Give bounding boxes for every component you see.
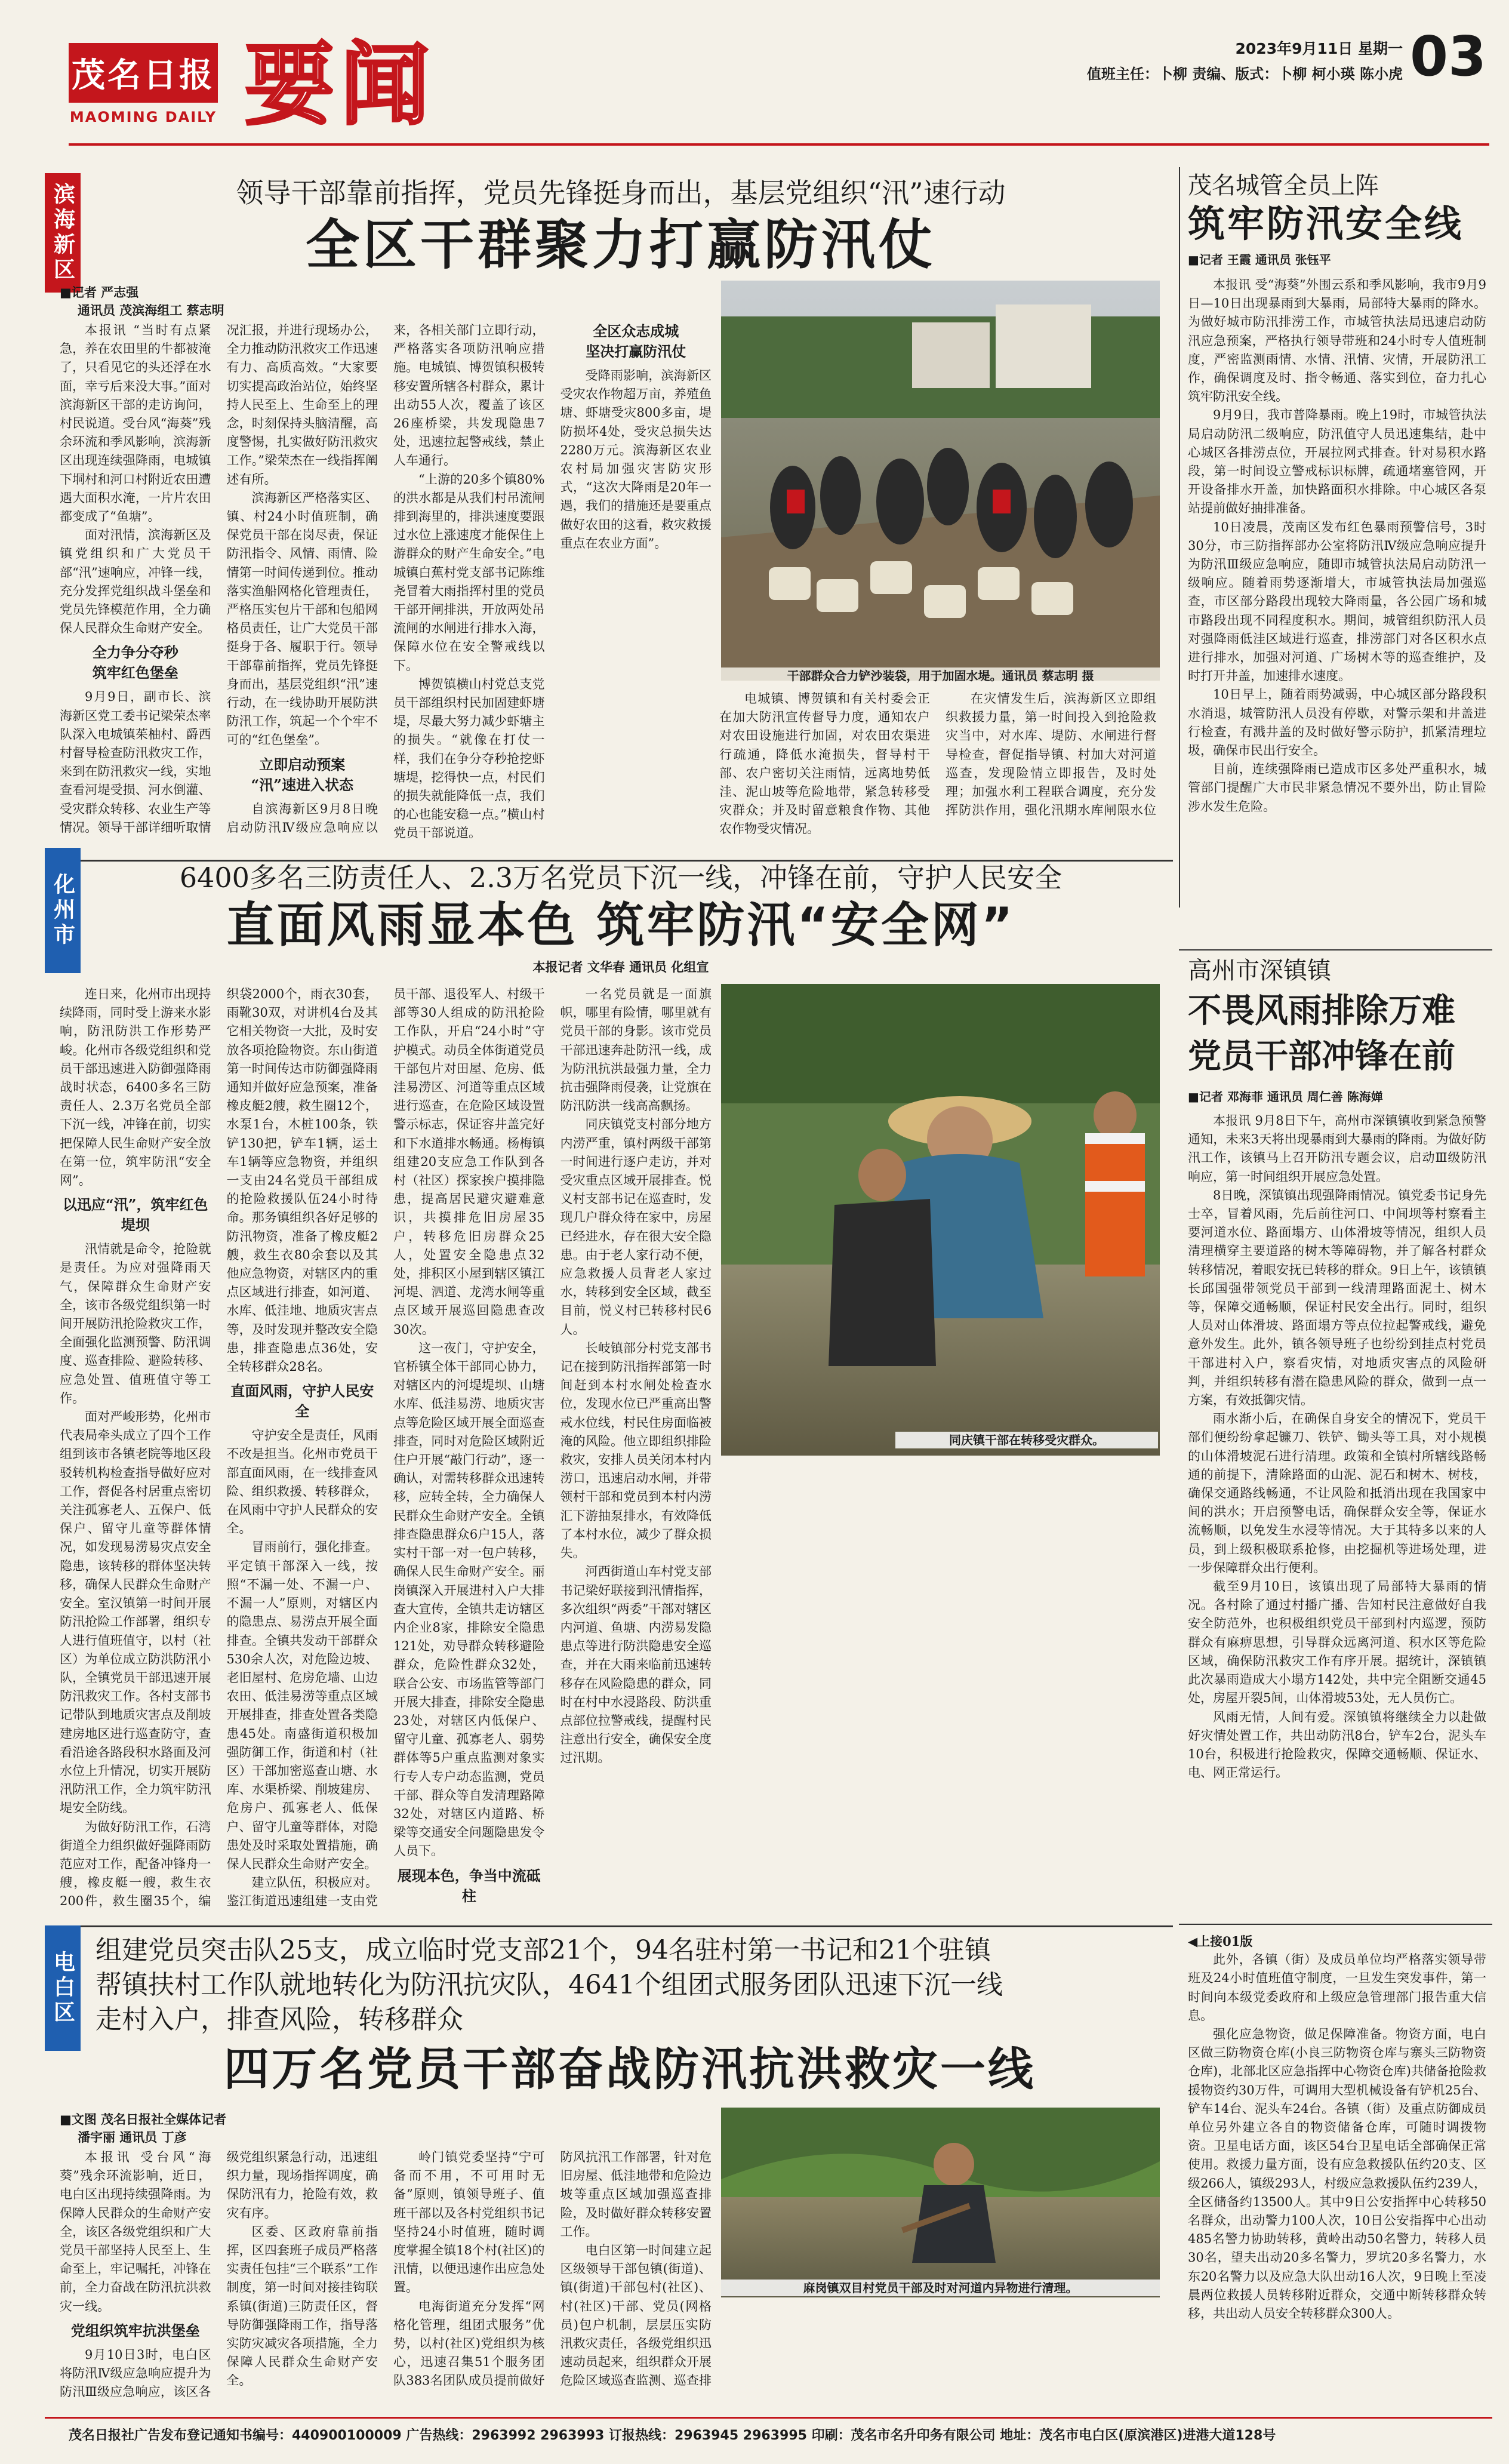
paragraph: 面对严峻形势，化州市代表局牵头成立了四个工作组到该市各镇老院等地区段驳转机构检查指导做好应对工作，督促各村居重点密切关注孤寡老人、五保户、低保户、留守儿童等群体情况，如发现易涝易灾点安全隐患，该转移的群体坚决转移，确保人民群众生命财产安全。室汉镇第一时间开展防汛抢险工作部署，组织专人进行值班值守，以村（社区）为单位成立防洪防汛小队，全镇党员干部迅速开展防汛救灾工作。各村支部书记带队到地质灾害点及削坡建房地区进行巡查防守，查看沿途各路段积水路面及河水位上升情况，切实开展防汛防汛工作，全力筑牢防汛堤安全防线。 bbox=[60, 1410, 211, 1816]
paragraph: 目前，连续强降雨已造成市区多处严重积水，城管部门提醒广大市民非紧急情况不要外出，防止冒险涉水发生危险。 bbox=[1188, 762, 1486, 814]
maoming-city-kicker: 茂名城管全员上阵 bbox=[1188, 172, 1379, 199]
masthead bbox=[0, 0, 1509, 149]
gaozhou-headline-line2: 党员干部冲锋在前 bbox=[1188, 1037, 1455, 1076]
paragraph: 滨海新区严格落实区、镇、村24小时值班制，确保党员干部在岗尽责，保证防汛指令、风情、雨情、险情第一时间传递到位。推动落实渔船网格化管理责任，严格压实包片干部和包船网格员责任，让广大党员干部挺身于各、履职于行。领导干部靠前指挥，党员先锋挺身而出，基层党组织“汛”速行动，在一线协助开展防洪防汛工作，筑起一个个牢不可的“红色堡垒”。 bbox=[226, 490, 378, 747]
paragraph: 汛情就是命令，抢险就是责任。为应对强降雨天气，保障群众生命财产安全，该市各级党组织第一时间开展防汛抢险救灾工作，全面强化监测预警、防汛调度、巡查排险、避险转移、应急处置、值班值守等工作。 bbox=[60, 1242, 211, 1405]
paragraph: 区委、区政府靠前指挥，区四套班子成员严格落实责任包挂“三个联系”工作制度，第一时间对接挂钩联系镇(街道)三防责任区，督导防御强降雨工作，指导落实防灾减灾各项措施，全力保障人民群众生命财产安全。 bbox=[226, 2224, 378, 2388]
dianbai-byline-line2: 潘宇丽 通讯员 丁彦 bbox=[78, 2130, 187, 2145]
logo-english: MAOMING DAILY bbox=[69, 109, 217, 125]
paragraph: 河西街道山车村党支部书记梁好联接到汛情指挥，多次组织“两委”干部对辖区内河道、鱼塘、内涝易发隐患点等进行防洪隐患安全巡查，并在大雨来临前迅速转移存在风险隐患的群众，同时在村中水浸路段、防洪重点部位拉警戒线，提醒村民注意出行安全，确保安全度过汛期。 bbox=[560, 1564, 712, 1765]
dianbai-photo-art bbox=[721, 2108, 1160, 2297]
paragraph: 建立队伍，积极应对。鉴江街道迅速组建一支由党员干部、退役军人、村级干部等30人组成的防汛抢险工作队，开启“24小时”守护模式。动员全体街道党员干部包片对田屋、危房、低洼易涝区、河道等重点区域进行巡查，在危险区域设置警示标志，保证容井盖完好和下水道排水畅通。杨梅镇组建20支应急工作队到各村（社区）探家挨户摸排隐患，提高居民避灾避难意识，共摸排危旧房屋35户，转移危旧房群众25人，处置安全隐患点32处，排积区小屋到辖区镇江河堤、泗道、龙湾水闸等重点区域开展巡回隐患查改30次。 bbox=[226, 987, 545, 1909]
gaozhou-byline: ■记者 邓海菲 通讯员 周仁善 陈海婵 bbox=[1188, 1090, 1383, 1104]
logo-text: 茂名日报 bbox=[72, 56, 215, 95]
gaozhou-article-body bbox=[1188, 1112, 1486, 1912]
maoming-city-article-body bbox=[1188, 276, 1486, 915]
paragraph: 9月9日，副市长、滨海新区党工委书记梁荣杰率队深入电城镇茱柚村、爵西村督导检查防汛救灾工作，来到在防汛救灾一线，实地查看河堤受损、河水倒灌、受灾群众转移、农业生产等情况。领导干部详细听取情况汇报，并进行现场办公，全力推动防汛救灾工作迅速有力、高质高效。“大家要切实提高政治站位，始终坚持人民至上、生命至上的理念，时刻保持头脑清醒，高度警惕，扎实做好防汛救灾工作。”梁荣杰在一线指挥阐述有所。 bbox=[60, 323, 378, 835]
paragraph: 截至9月10日，该镇出现了局部特大暴雨的情况。各村除了通过村播广播、告知村民注意做好自我安全防范外，也积极组织党员干部到村内巡逻，预防群众有麻痹思想，引导群众远离河道、积水区等危险区域，确保防汛救灾工作有序开展。据统计，深镇镇此次暴雨造成大小塌方142处，共中完全阻断交通45处，房屋开裂5间，山体滑坡53处，无人员伤亡。 bbox=[1188, 1579, 1486, 1706]
paragraph: 8日晚，深镇镇出现强降雨情况。镇党委书记身先士卒，冒着风雨，先后前往河口、中间坝等村察看主要河道水位、路面塌方、山体滑坡等情况，组织人员清理横穿主要道路的树木等障碍物，并了解各村群众转移情况，着眼安抚已转移的群众。9日上午，该镇镇长邱国强带领党员干部到一线清理路面泥土、树木等，保障交通畅顺，保证村民安全出行。同时，组织人员对山体滑坡、路面塌方等点位拉起警戒线，避免意外发生。此外，镇各领导班子也纷纷到挂点村党员干部进村入户，察看灾情，对地质灾害点的风险研判，并组织转移有潜在隐患风险的群众，做到一点一方案，有效抵御灾情。 bbox=[1188, 1188, 1486, 1408]
subheading: 展现本色，争当中流砥柱 bbox=[397, 1866, 541, 1905]
dianbai-article-continued bbox=[719, 2300, 1156, 2405]
paragraph: 受降雨影响，滨海新区受灾农作物超万亩，养殖鱼塘、虾塘受灾800多亩，堤防损坏4处，受灾总损失达2280万元。滨海新区农业农村局加强灾害防灾形式，“这次大降雨是20年一遇，我们的措施还是要重点做好农田的这看，救灾救援重点在农业方面”。 bbox=[560, 368, 712, 550]
huazhou-article-continued bbox=[719, 1463, 1156, 1922]
section-title: 要闻 bbox=[245, 33, 436, 137]
gaozhou-kicker: 高州市深镇镇 bbox=[1188, 957, 1331, 985]
paragraph: 冒雨前行，强化排查。平定镇干部深入一线，按照“不漏一处、不漏一户、不漏一人”原则，对辖区内的隐患点、易涝点开展全面排查。全镇共发动干部群众530余人次，对危险边坡、老旧屋村、危房危墙、山边农田、低洼易涝等重点区域开展排查，排查处置各类隐患45处。南盛街道积极加强防御工作，街道和村（社区）干部加密巡查山塘、水库、水渠桥梁、削坡建房、危房户、孤寡老人、低保户、留守儿童等群体，对隐患处及时采取处置措施，确保人民群众生命财产安全。 bbox=[226, 1540, 378, 1871]
editors-line: 值班主任：卜柳 责编、版式：卜柳 柯小瑛 陈小虎 bbox=[1086, 66, 1403, 82]
huazhou-kicker: 6400多名三防责任人、2.3万名党员下沉一线，冲锋在前，守护人民安全 bbox=[179, 862, 1063, 894]
continued-divider-top bbox=[1179, 1924, 1492, 1925]
paragraph: 为做好防汛工作，石湾街道全力组织做好强降雨防范应对工作，配备冲锋舟一艘，橡皮艇一艘，救生衣200件，救生圈35个，编织袋2000个，雨衣30套，雨靴30双，对讲机4台及其它相关物资一大批，及时安放各项抢险物资。东山街道第一时间传达市防御强降雨通知并做好应急预案，准备橡皮艇2艘，救生圈12个，水泵1台，木桩100条，铁铲130把，铲车1辆，运土车1辆等应急物资，并组织一支由24名党员干部组成的抢险救援队伍24小时待命。那务镇组织各好足够的防汛物资，准备了橡皮艇2艘，救生衣80余套以及其他应急物资，对辖区内的重点区域进行排查，如河道、水库、低洼地、地质灾害点等，及时发现并整改安全隐患，排查隐患点36处，安全转移群众28名。 bbox=[60, 987, 378, 1909]
subheading: 全力争分夺秒 筑牢红色堡垒 bbox=[92, 644, 178, 682]
binhai-article-body bbox=[60, 321, 712, 856]
paragraph: 这一夜门，守护安全，官桥镇全体干部同心协力，对辖区内的河堤堤坝、山塘水库、低洼易涝、地质灾害点等危险区域开展全面巡查排查，同时对危险区域附近住户开展“敲门行动”，逐一确认，对需转移群众迅速转移，应转全转，全力确保人民群众生命财产安全。全镇排查隐患群众6户15人，落实村干部一对一包户转移，确保人民生命财产安全。丽岗镇深入开展进村入户大排查大宣传，全镇共走访辖区内企业8家，排除安全隐患121处，劝导群众转移避险群众，危险性群众32处，联合公安、市场监管等部门开展大排查，排除安全隐患23处，对辖区内低保户、留守儿童、孤寡老人、弱势群体等5户重点监测对象实行专人专户动态监测，党员干部、群众等自发清理路障32处，对辖区内道路、桥梁等交通安全问题隐患发令人员下。 bbox=[393, 1340, 545, 1859]
subheading: 党组织筑牢抗洪堡垒 bbox=[70, 2321, 200, 2339]
paragraph: 守护安全是责任，风雨不改是担当。化州市党员干部直面风雨，在一线排查风险、组织救援、转移群众，在风雨中守护人民群众的安全。 bbox=[226, 1428, 378, 1536]
paragraph: 自滨海新区9月8日晚启动防汛Ⅳ级应急响应以来，各相关部门立即行动，严格落实各项防汛响应措施。电城镇、博贺镇积极转移安置所辖各村群众，累计出动55人次，覆盖了该区26座桥梁，共发现隐患7处，迅速拉起警戒线，禁止人车通行。 bbox=[226, 323, 545, 835]
huazhou-headline: 直面风雨显本色 筑牢防汛“安全网” bbox=[226, 897, 1015, 953]
paragraph: 电海街道充分发挥“网格化管理，组团式服务”优势，以村(社区)党组织为核心，迅速召集51个服务团队383名团队成员提前做好防风抗汛工作部署，针对危旧房屋、低洼地带和危险边坡等重点区域加强巡查排险，及时做好群众转移安置工作。 bbox=[393, 2150, 712, 2388]
continued-article-body bbox=[1188, 1932, 1486, 2404]
paragraph: 雨水渐小后，在确保自身安全的情况下，党员干部们便纷纷拿起镰刀、铁铲、锄头等工具，对小规模的山体滑坡泥石进行清理。政策和全镇村所辖线路畅通的前提下，清除路面的山泥、泥石和树木、树枝，确保交通路线畅通，不让风险和抵消出现在我国家中间的洪水；开启预警电话，确保群众安全等，保证水流畅顺，以免发生水浸等情况。大于其特多以来的人员，到上级积极联系抢修，由挖掘机等进场处理，进一步保障群众出行便利。 bbox=[1188, 1411, 1486, 1575]
subheading: 直面风雨，守护人民安全 bbox=[230, 1382, 374, 1420]
dianbai-section-tag: 电白区 bbox=[45, 1925, 81, 2051]
dianbai-headline: 四万名党员干部奋战防汛抗洪救灾一线 bbox=[224, 2042, 1036, 2096]
dianbai-kicker-line1: 组建党员突击队25支，成立临时党支部21个，94名驻村第一书记和21个驻镇 bbox=[96, 1935, 991, 1965]
footer-divider bbox=[45, 2417, 1492, 2419]
logo-block bbox=[69, 43, 218, 103]
huazhou-byline: 本报记者 文华春 通讯员 化组宣 bbox=[532, 960, 709, 974]
paragraph: 同庆镇党支村部分地方内涝严重，镇村两级干部第一时间进行逐户走访，并对受灾重点区域开展排查。悦义村支部书记在巡查时，发现几户群众待在家中，房屋已经进水，存在很大安全隐患。由于老人家行动不便，应急救援人员背老人家过水，转移到安全区域，截至目前，悦义村已转移村民6人。 bbox=[560, 1117, 712, 1337]
binhai-byline bbox=[60, 284, 257, 319]
huazhou-photo-art bbox=[721, 984, 1160, 1456]
paragraph: 本报讯 受“海葵”外围云系和季风影响，我市9月9日—10日出现暴雨到大暴雨，局部特大暴雨的降水。为做好城市防汛排涝工作，市城管执法局迅速启动防汛应急预案，严格执行领导带班和24小时专人值班制度，严密监测雨情、水情、汛情、灾情，开展防汛工作，确保调度及时、指令畅通、落实到位，奋力扎心筑牢防汛安全线。 bbox=[1188, 278, 1486, 404]
binhai-byline-correspondent: 通讯员 茂滨海组工 蔡志明 bbox=[78, 303, 224, 318]
subheading: 以迅应“汛”，筑牢红色堤坝 bbox=[62, 1196, 208, 1234]
dianbai-river-photo bbox=[721, 2108, 1160, 2297]
paragraph: 一名党员就是一面旗帜，哪里有险情，哪里就有党员干部的身影。该市党员干部迅速奔赴防汛一线，成为防汛抗洪最强力量，全力抗击强降雨侵袭，让党旗在防汛防洪一线高高飘扬。 bbox=[560, 987, 712, 1113]
gaozhou-headline-line1: 不畏风雨排除万难 bbox=[1188, 992, 1455, 1030]
gaozhou-divider-top bbox=[1179, 949, 1492, 950]
binhai-kicker: 领导干部靠前指挥，党员先锋挺身而出，基层党组织“汛”速行动 bbox=[236, 177, 1006, 209]
section-divider-2 bbox=[45, 1925, 1173, 1927]
paragraph: 此外，各镇（街）及成员单位均严格落实领导带班及24小时值班值守制度，一旦发生突发事件，第一时间向本级党委政府和上级应急管理部门报告重大信息。 bbox=[1188, 1952, 1486, 2023]
binhai-section-tag: 滨海新区 bbox=[45, 173, 81, 293]
continued-lead: ◀上接01版 bbox=[1188, 1934, 1253, 1949]
dianbai-byline-line1: ■文图 茂名日报社全媒体记者 bbox=[60, 2112, 227, 2127]
paragraph: 本报讯 9月8日下午，高州市深镇镇收到紧急预警通知，未来3天将出现暴雨到大暴雨的降雨。为做好防汛工作，该镇马上召开防汛专题会议，启动Ⅲ级防汛响应，第一时间组织开展应急处置。 bbox=[1188, 1113, 1486, 1184]
continued-paragraphs bbox=[1188, 1951, 1486, 2323]
paragraph: 电城镇、博贺镇和有关村委会正在加大防汛宣传督导力度，通知农户对农田设施进行加固，对农田农渠进行疏通，降低水淹损失，督导村干部、农户密切关注雨情，远离地势低洼、泥山坡等危险地带，紧急转移受灾群众；并及时留意粮食作物、其他农作物受灾情况。 bbox=[719, 691, 930, 836]
paragraph: 强化应急物资，做足保障准备。物资方面，电白区做三防物资仓库(小良三防物资仓库与寨头三防物资仓库)，北部北区应急指挥中心物资仓库)共储备抢险救援物资约30万件，可调用大型机械设备有铲机25台、铲车14台、泥头车24台。各镇（街）及重点防御成员单位另外建立各自的物资储备仓库，可随时调拨物资。卫星电话方面，该区54台卫星电话全部确保正常使用。救援力量方面，设有应急救援队伍约20支、区级266人，镇级293人，村级应急救援队伍约239人，全区储备约13500人。其中9日公安指挥中心转移50名群众，出动警力100人次，10日公安指挥中心出动485名警力协助转移，黄岭出动50名警力，转移人员30名，望夫出动20多名警力，罗坑20多名警力，水东20名警力以及应急大队出动16人次，9日晚上至凌晨两位救援人员转移附近群众，交通中断转移群众转移，共出动人员安全转移群众300人。 bbox=[1188, 2027, 1486, 2321]
dianbai-kicker-line3: 走村入户，排查风险，转移群众 bbox=[96, 2004, 463, 2035]
paragraph: 电白区第一时间建立起区级领导干部包镇(街道)、镇(街道)干部包村(社区)、村(社区)干部、党员(网格员)包户机制，层层压实防汛救灾责任，各级党组织迅速动员起来，组织群众开展危险区域巡查监测、巡查排 bbox=[560, 2243, 712, 2388]
masthead-divider bbox=[69, 143, 1489, 146]
date-line: 2023年9月11日 星期一 bbox=[1235, 40, 1403, 57]
paragraph: 10日早上，随着雨势减弱，中心城区部分路段积水消退，城管防汛人员没有停歇，对警示架和井盖进行检查，有溅井盖的及时做好警示防护，抓紧清理垃圾，确保市民出行安全。 bbox=[1188, 687, 1486, 758]
binhai-byline-reporter: ■记者 严志强 bbox=[60, 285, 139, 300]
paragraph: 长岐镇部分村党支部书记在接到防汛指挥部第一时间赶到本村水闸处检查水位，发现水位已严重高出警戒水位线，村民住房面临被淹的风险。他立即组织排险救灾，安排人员关闭本村内涝口，迅速启动水闸，并带领村干部和党员到本村内涝汇下游抽泵排水，有效降低了本村水位，减少了群众损失。 bbox=[560, 1340, 712, 1561]
right-column-divider-top bbox=[1179, 167, 1180, 908]
paragraph: 9月9日，我市普降暴雨。晚上19时，市城管执法局启动防汛二级响应，防汛值守人员迅速集结，赴中心城区各排涝点位，开展拉网式排查。针对易积水路段，第一时间设立警戒标识标牌，疏通堵塞管网，开开设备排水开盖，加快路面积水排除。中心城区各泵站提前做好抽排准备。 bbox=[1188, 408, 1486, 516]
subheading: 全区众志成城 坚决打赢防汛仗 bbox=[586, 322, 686, 360]
paragraph: 在灾情发生后，滨海新区立即组织救援力量，第一时间投入到抢险救灾当中，对水库、堤防、水闸进行督导检查，督促指导镇、村加大对河道巡查，发现险情立即报告，及时处理；加强水利工程联合调度，充分发挥防洪作用，强化汛期水库闸限水位 bbox=[946, 691, 1156, 818]
paragraph: 本报讯 受台风“海葵”残余环流影响，近日，电白区出现持续强降雨。为保障人民群众的生命财产安全，该区各级党组织和广大党员干部坚持人民至上、生命至上，牢记嘱托，冲锋在前，全力奋战在防汛抗洪救灾一线。 bbox=[60, 2150, 211, 2314]
binhai-photo-caption: 干部群众合力铲沙装袋，用于加固水堤。通讯员 蔡志明 摄 bbox=[721, 667, 1160, 684]
paragraph: 面对汛情，滨海新区及镇党组织和广大党员干部“汛”速响应，冲锋一线，充分发挥党组织战斗堡垒和党员先锋模范作用，全力确保人民群众生命财产安全。 bbox=[60, 528, 211, 636]
paragraph: 连日来，化州市出现持续降雨，同时受上游来水影响，防汛防洪工作形势严峻。化州市各级党组织和党员干部迅速进入防御强降雨战时状态，6400多名三防责任人、2.3万名党员全部下沉一线，冲锋在前，切实把保障人民生命财产安全放在第一位，筑牢防汛“安全网”。 bbox=[60, 987, 211, 1188]
maoming-city-headline: 筑牢防汛安全线 bbox=[1188, 202, 1464, 245]
dianbai-kicker-line2: 帮镇扶村工作队就地转化为防汛抗灾队，4641个组团式服务团队迅速下沉一线 bbox=[96, 1970, 1003, 2000]
huazhou-photo-caption: 同庆镇干部在转移受灾群众。 bbox=[895, 1432, 1158, 1448]
paragraph: 9月10日3时，电白区将防汛Ⅳ级应急响应提升为防汛Ⅲ级应急响应，该区各级党组织紧急行动，迅速组织力量，现场指挥调度，确保防汛有力，抢险有效，救灾有序。 bbox=[60, 2150, 378, 2400]
footer-info: 茂名日报社广告发布登记通知书编号：440900100009 广告热线：2963992 2963993 订报热线：2963945 2963995 印刷：茂名市名升印务有限公司 地址：茂名市电白区(原滨港区)进港大道128号 bbox=[69, 2428, 1276, 2443]
binhai-headline: 全区干群聚力打赢防汛仗 bbox=[306, 214, 936, 276]
paragraph: 岭门镇党委坚持“宁可备而不用，不可用时无备”原则，镇领导班子、值班干部以及各村党组织书记坚持24小时值班，随时调度掌握全镇18个村(社区)的汛情，以便迅速作出应急处置。 bbox=[393, 2150, 545, 2295]
binhai-flood-photo bbox=[721, 281, 1160, 681]
dianbai-article-body bbox=[60, 2148, 712, 2405]
paragraph: “上游的20多个镇80%的洪水都是从我们村吊流闸排到海里的，排洪速度要跟过水位上涨速度才能保住上游群众的财产生命安全。”电城镇白蕉村党支部书记陈维尧冒着大雨指挥村里的党员干部开闸排洪，开放两处吊流闸的水闸进行排水入海，保障水位在安全警戒线以下。 bbox=[393, 472, 545, 673]
huazhou-article-body bbox=[60, 985, 712, 1922]
paragraph: 本报讯 “当时有点紧急，养在农田里的牛都被淹了，只看见它的头还浮在水面，幸亏后来没大事。”面对滨海新区干部的走访询问，村民说道。受台风“海葵”残余环流和季风影响，滨海新区出现连续强降雨，电城镇下垌村和河口村附近农田遭遇大面积水淹，一片片农田都变成了“鱼塘”。 bbox=[60, 323, 211, 524]
huazhou-section-tag: 化州市 bbox=[45, 848, 81, 973]
dianbai-byline bbox=[60, 2111, 257, 2146]
huazhou-rescue-photo bbox=[721, 984, 1160, 1456]
paragraph: 10日凌晨，茂南区发布红色暴雨预警信号，3时30分，市三防指挥部办公室将防汛Ⅳ级应急响应提升为防汛Ⅲ级应急响应，随即市城管执法局启动防汛一级响应。随着雨势逐渐增大，市城管执法局加强巡查，市区部分路段出现较大降雨量，各公园广场和城市路段出现不同程度积水。期间，城管组织防汛人员对强降雨低洼区域进行巡查，排涝部门对各区积水点进行排水，加强对河道、广场树木等的巡查维护，及时打开井盖，加速排水速度。 bbox=[1188, 519, 1486, 684]
maoming-city-byline: ■记者 王霞 通讯员 张钰平 bbox=[1188, 253, 1331, 267]
page-number: 03 bbox=[1410, 24, 1487, 88]
dianbai-photo-caption: 麻岗镇双目村党员干部及时对河道内异物进行清理。 bbox=[721, 2280, 1160, 2296]
binhai-article-continued bbox=[719, 690, 1156, 857]
paragraph: 风雨无情，人间有爱。深镇镇将继续全力以赴做好灾情处置工作，共出动防汛8台，铲车2台，泥头车10台，积极进行抢险救灾，保障交通畅顺、保证水、电、网正常运行。 bbox=[1188, 1709, 1486, 1780]
paragraph: 博贺镇横山村党总支党员干部组织村民加固建虾塘堤，尽最大努力减少虾塘主的损失。“就像在打仗一样，我们在争分夺秒抢挖虾塘堤，挖得快一点，村民们的损失就能降低一点，我们的心也能安稳一点。”横山村党员干部说道。 bbox=[393, 676, 545, 841]
subheading: 立即启动预案 “汛”速进入状态 bbox=[251, 755, 354, 793]
binhai-photo-art bbox=[721, 281, 1160, 681]
